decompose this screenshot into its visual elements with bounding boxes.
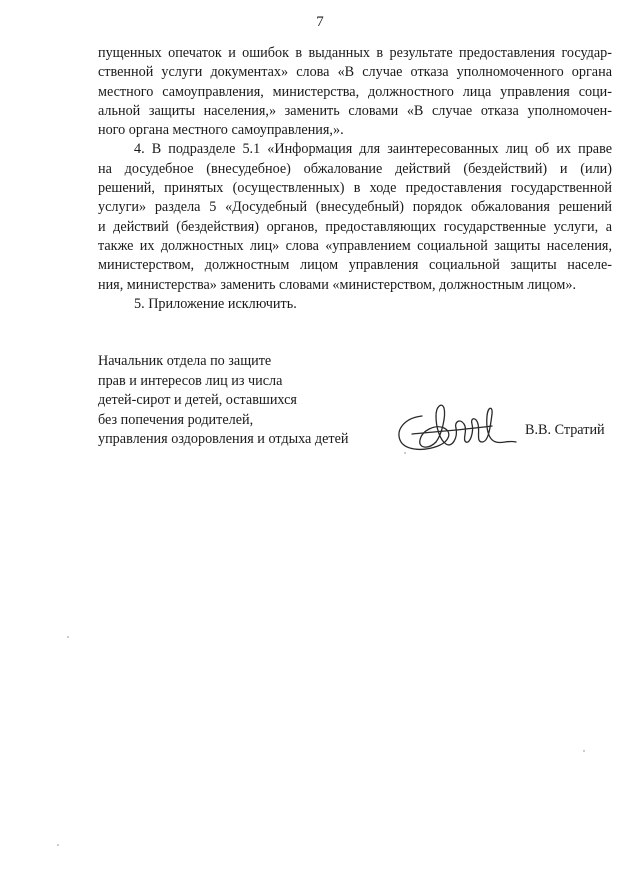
signatory-position xyxy=(98,352,378,450)
paragraph-1 xyxy=(98,44,612,140)
page-number: 7 xyxy=(316,14,324,30)
text-line: 4. В подразделе 5.1 «Информация для заинтересованных лиц об их праве xyxy=(134,141,612,158)
paragraph-3 xyxy=(98,295,612,314)
handwritten-signature xyxy=(392,396,522,466)
position-line: управления оздоровления и отдыха детей xyxy=(98,431,349,447)
document-body xyxy=(98,44,612,314)
text-line: решений, принятых (осуществленных) в ходе предоставления государственной xyxy=(98,180,612,197)
text-line: и действий (бездействия) органов, предоставляющих государственные услуги, а xyxy=(98,218,612,235)
text-line: 5. Приложение исключить. xyxy=(134,295,297,312)
position-line: Начальник отдела по защите xyxy=(98,353,272,369)
text-line: ного органа местного самоуправления,». xyxy=(98,122,344,139)
text-line: ственной услуги документах» слова «В случае отказа уполномоченного органа xyxy=(98,64,612,81)
text-line: на досудебное (внесудебное) обжалование действий (бездействий) и (или) xyxy=(98,160,612,177)
text-line: услуги» раздела 5 «Досудебный (внесудебный) порядок обжалования решений xyxy=(98,199,612,216)
text-line: ния, министерства» заменить словами «министерством, должностным лицом». xyxy=(98,276,577,293)
position-line: детей-сирот и детей, оставшихся xyxy=(98,392,297,408)
text-line: министерством, должностным лицом управления социальной защиты населе- xyxy=(98,257,612,274)
scan-speck xyxy=(583,750,585,752)
paragraph-2 xyxy=(98,140,612,294)
scan-speck xyxy=(404,452,406,454)
text-line: также их должностных лиц» слова «управлением социальной защиты населения, xyxy=(98,237,612,254)
text-line: альной защиты населения,» заменить словами «В случае отказа уполномочен- xyxy=(98,102,612,119)
position-line: без попечения родителей, xyxy=(98,411,254,428)
signatory-name: В.В. Стратий xyxy=(525,422,605,438)
text-line: местного самоуправления, министерства, должностного лица управления соци- xyxy=(98,83,612,100)
scan-speck xyxy=(67,636,69,638)
scan-speck xyxy=(57,844,59,846)
position-line: прав и интересов лиц из числа xyxy=(98,372,283,389)
text-line: пущенных опечаток и ошибок в выданных в результате предоставления государ- xyxy=(98,45,612,61)
